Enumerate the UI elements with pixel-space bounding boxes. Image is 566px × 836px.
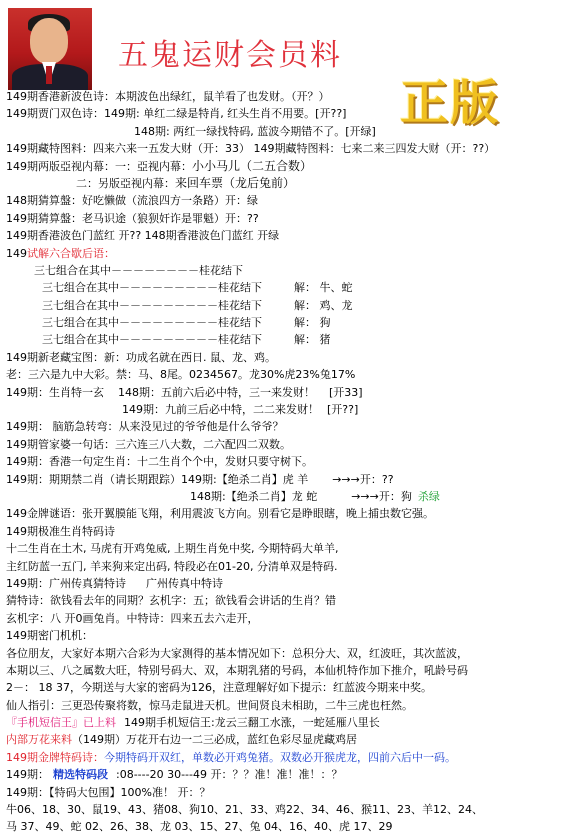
line-39: 149期金牌特码诗：今期特码开双红，单数必开鸡兔猪。双数必开猴虎龙，四前六后中一码。 (6, 750, 456, 764)
line-30: 猜特诗：欲钱看去年的同期？玄机字：五；欲钱看会讲话的生肖？错 (6, 594, 336, 608)
line-25: 149金牌谜语：张开翼膜能飞翔，利用震波飞方向。别看它是睁眼瞎，晚上捕虫数它强。 (6, 507, 434, 521)
line-6: 二：另版亞视内幕：来回车票（龙后兔前） (76, 175, 296, 190)
line-18: 149期：生肖特一玄 148期：五前六后必中特，三一来发财！ [开33] (6, 385, 363, 399)
line-8: 149期猜算盤：老马识途（狼狈奸诈是罪魁）开：?? (6, 211, 259, 225)
line-12: 三七组合在其中－－－－－－－－－桂花结下 解： 牛、蛇 (42, 281, 353, 295)
line-41: 149期：【特码大包围】100%准！ 开：？ (6, 785, 211, 799)
line-9: 149期香港波色门蓝红 开?? 148期香港波色门蓝红 开绿 (6, 229, 280, 243)
line-35: 2－： 18 37，今期送与大家的密码为126，注意理解好如下提示：红蓝波今期来中奖。 (6, 681, 432, 695)
content-lines (6, 88, 562, 836)
line-17: 老：三六是九中大彩。禁：马、8尾。0234567。龙30%虎23%兔17% (6, 368, 356, 382)
line-27: 十二生肖在土木, 马虎有开鸡兔威, 上期生肖免中奖, 今期特码大单羊, (6, 542, 339, 556)
line-26: 149期极准生肖特码诗 (6, 524, 115, 538)
line-31: 玄机字：八 开0画兔肖。中特诗：四来五去六走开， (6, 611, 259, 625)
line-2: 149期贾门双色诗：149期: 单红二绿是特肖, 红头生肖不用要。[开??] (6, 107, 347, 121)
line-10: 149试解六合歇后语： (6, 246, 115, 260)
genuine-badge: 正版 (400, 75, 501, 131)
line-11: 三七组合在其中－－－－－－－－桂花结下 (34, 263, 243, 277)
line-20: 149期： 脑筋急转弯：从来没见过的爷爷他是什么爷爷？ (6, 420, 284, 434)
line-21: 149期管家婆一句话：三六连三八大数，二六配四二双数。 (6, 437, 291, 451)
line-7: 148期猜算盤：好吃懒做（流浪四方一条路）开：绿 (6, 194, 258, 208)
line-16: 149期新老藏宝图：新：功成名就在西日. 鼠、龙、鸡。 (6, 350, 276, 364)
line-5: 149期两版亞视内幕：一：亞视内幕：小小马儿（二五合数） (6, 158, 313, 173)
line-15: 三七组合在其中－－－－－－－－－桂花结下 解： 猪 (42, 333, 331, 347)
line-1: 149期香港新波色诗：本期波色出绿红，鼠羊看了也发财。（开？） (6, 90, 330, 103)
line-33: 各位朋友，大家好本期六合彩为大家测得的基本情况如下：总积分大、双，红波旺，其次蓝波， (6, 646, 468, 660)
portrait-photo (8, 8, 92, 90)
page-title: 五鬼运财会员料 (118, 38, 342, 73)
line-38: 内部万花来料（149期）万花开右边一二三必成，蓝红色彩尽显虎藏鸡居 (6, 733, 357, 747)
line-32: 149期密门机机： (6, 629, 93, 643)
line-36: 仙人指引：三更恐传聚将数，惊马走鼠进天机。世间贤良未相助，二牛三虎也枉然。 (6, 698, 413, 712)
line-14: 三七组合在其中－－－－－－－－－桂花结下 解： 狗 (42, 316, 331, 330)
line-23: 149期：期期禁二肖（请长期跟踪）149期:【绝杀二肖】虎 羊 →→→开：?? (6, 472, 394, 486)
line-43: 马 37、49、蛇 02、26、38、龙 03、15、27、兔 04、16、40、虎 17、29 (6, 820, 393, 834)
line-42: 牛06、18、30、鼠19、43、猪08、狗10、21、33、鸡22、34、46、猴11、23、羊12、24、 (6, 803, 483, 817)
line-37: 『手机短信王』已上料 149期手机短信王:龙云三翻工水涨，一蛇延雁八里长 (6, 716, 380, 730)
line-13: 三七组合在其中－－－－－－－－－桂花结下 解： 鸡、龙 (42, 298, 353, 312)
line-24: 148期:【绝杀二肖】龙 蛇 →→→开：狗 杀绿 (190, 489, 440, 503)
line-4: 149期藏特图料：四来六来一五发大财（开：33） 149期藏特图料：七来二来三四发大财（开：??） (6, 142, 496, 156)
line-40: 149期： 精选特码段 :08----20 30---49 开：？？准！准！准！：？ (6, 768, 343, 782)
line-28: 主红防蓝一五门, 羊来狗来定出码, 特段必在01-20, 分清单双是特码. (6, 559, 338, 573)
line-29: 149期：广州传真猜特诗 广州传真中特诗 (6, 576, 223, 590)
line-3: 148期: 两红一绿找特码, 蓝波今期错不了。[开绿] (134, 124, 376, 138)
line-19: 149期：九前三后必中特，二二来发财！ [开??] (122, 403, 359, 417)
line-22: 149期：香港一句定生肖：十二生肖个个中，发财只要守树下。 (6, 455, 313, 469)
line-34: 本期以三、八之属数大旺，特别号码大、双，本期乳猪的号码，本仙机特作加下推介，吼龄号码 (6, 663, 468, 677)
